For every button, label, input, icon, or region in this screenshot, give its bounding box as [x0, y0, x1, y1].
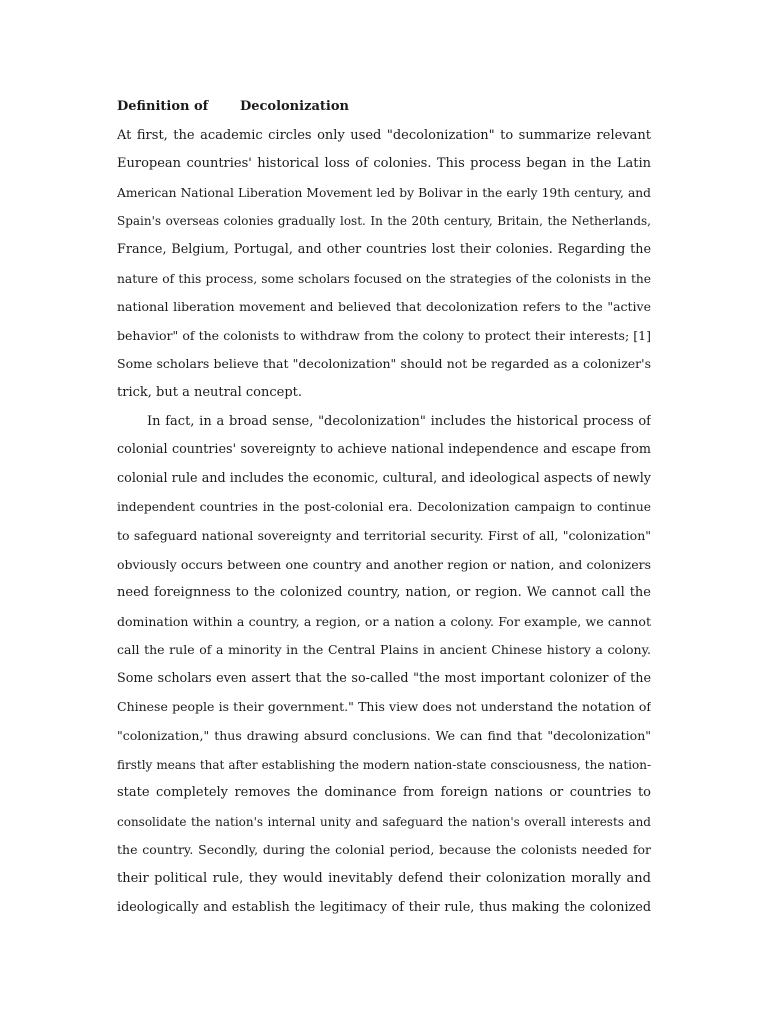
text-line: their political rule, they would inevitably defend their colonization morally and	[117, 871, 651, 887]
text-line: ideologically and establish the legitimacy of their rule, thus making the colonized	[117, 899, 651, 915]
text-line: behavior" of the colonists to withdraw from the colony to protect their interests; [1]	[117, 327, 651, 343]
section-heading	[117, 93, 651, 122]
paragraph-1	[117, 122, 651, 408]
document-body	[117, 93, 651, 922]
text-line: the country. Secondly, during the colonial period, because the colonists needed for	[117, 842, 651, 858]
text-line: obviously occurs between one country and another region or nation, and colonizers	[117, 556, 651, 572]
text-line: trick, but a neutral concept.	[117, 384, 303, 400]
text-line: Spain's overseas colonies gradually lost. In the 20th century, Britain, the Netherlands,	[117, 214, 651, 229]
text-line: In fact, in a broad sense, "decolonization" includes the historical process of	[147, 413, 651, 429]
text-line: "colonization," thus drawing absurd conclusions. We can find that "decolonization"	[117, 728, 651, 744]
heading-part-1: Definition of	[117, 99, 209, 114]
text-line: At first, the academic circles only used "decolonization" to summarize relevant	[117, 127, 651, 143]
text-line: American National Liberation Movement led by Bolivar in the early 19th century, and	[117, 185, 651, 200]
text-line: European countries' historical loss of colonies. This process began in the Latin	[117, 156, 651, 172]
heading-part-2: Decolonization	[239, 99, 349, 114]
text-line: nature of this process, some scholars focused on the strategies of the colonists in the	[117, 271, 651, 286]
text-line: to safeguard national sovereignty and territorial security. First of all, "colonization"	[117, 527, 651, 543]
text-line: Chinese people is their government." This view does not understand the notation of	[117, 699, 651, 715]
text-line: France, Belgium, Portugal, and other countries lost their colonies. Regarding the	[117, 241, 651, 257]
text-line: Some scholars even assert that the so-called "the most important colonizer of the	[117, 670, 651, 686]
paragraph-2	[117, 408, 651, 923]
text-line: colonial rule and includes the economic, cultural, and ideological aspects of newly	[117, 470, 651, 486]
text-line: independent countries in the post-colonial era. Decolonization campaign to continue	[117, 500, 651, 515]
text-line: consolidate the nation's internal unity and safeguard the nation's overall interests and	[117, 814, 651, 829]
text-line: colonial countries' sovereignty to achieve national independence and escape from	[117, 442, 651, 458]
text-line: need foreignness to the colonized country, nation, or region. We cannot call the	[117, 585, 651, 601]
text-line: firstly means that after establishing the modern nation-state consciousness, the nation-	[117, 757, 651, 772]
text-line: state completely removes the dominance from foreign nations or countries to	[117, 785, 651, 801]
text-line: domination within a country, a region, or a nation a colony. For example, we cannot	[117, 613, 651, 629]
text-line: Some scholars believe that "decolonization" should not be regarded as a colonizer's	[117, 356, 651, 372]
text-line: national liberation movement and believed that decolonization refers to the "active	[117, 299, 651, 315]
text-line: call the rule of a minority in the Central Plains in ancient Chinese history a colony.	[117, 642, 651, 658]
